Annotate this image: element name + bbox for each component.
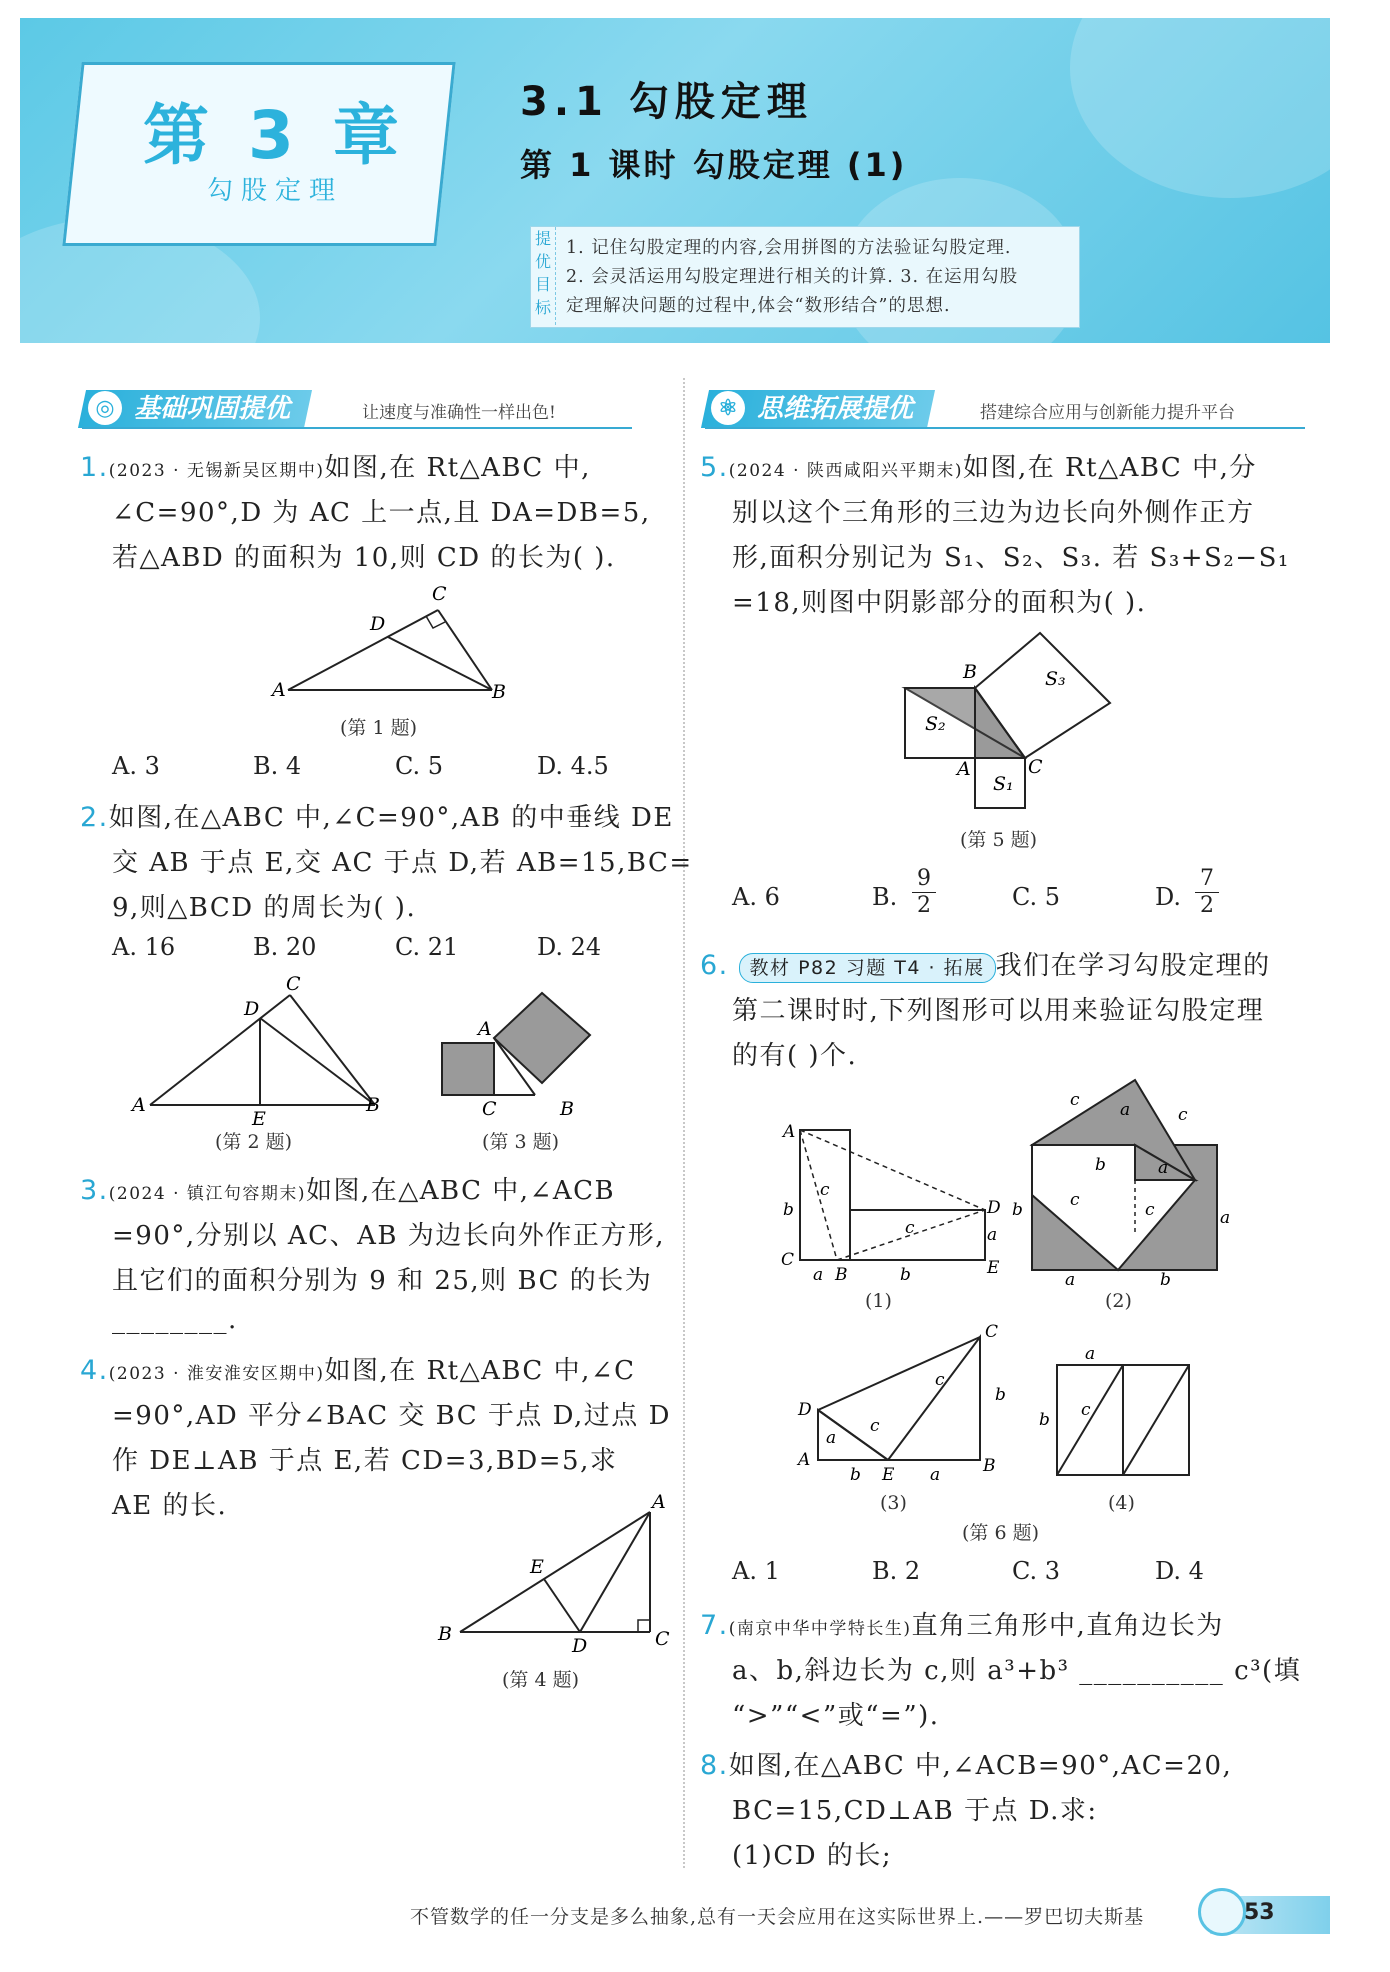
- svg-text:C: C: [781, 1250, 795, 1270]
- left-section-bar: [82, 390, 642, 428]
- problem-4-line: 作 DE⊥AB 于点 E,若 CD=3,BD=5,求: [112, 1446, 618, 1476]
- decor-blob: [1070, 0, 1390, 198]
- svg-text:c: c: [935, 1370, 945, 1390]
- problem-4-line: AE 的长.: [112, 1491, 228, 1521]
- option-d[interactable]: D.: [1155, 883, 1182, 911]
- label-A: A: [478, 1018, 492, 1040]
- svg-text:a: a: [1085, 1344, 1096, 1364]
- section-underline: [82, 427, 632, 429]
- label-D: D: [370, 613, 386, 635]
- svg-text:a: a: [1220, 1208, 1231, 1228]
- svg-text:b: b: [995, 1385, 1006, 1405]
- textbook-tag: 教材 P82 习题 T4 · 拓展: [739, 953, 996, 983]
- problem-source: (2023 · 无锡新吴区期中): [108, 461, 325, 481]
- problem-2-line: 9,则△BCD 的周长为( ).: [112, 893, 417, 923]
- option-a[interactable]: A. 16: [112, 933, 176, 961]
- svg-text:C: C: [985, 1322, 999, 1342]
- numerator: 9: [912, 866, 936, 893]
- svg-text:a: a: [813, 1265, 824, 1285]
- problem-7-line: [700, 1605, 1224, 1642]
- label-C: C: [1028, 756, 1043, 778]
- goal-line: 2. 会灵活运用勾股定理进行相关的计算. 3. 在运用勾股: [566, 267, 1019, 287]
- option-c[interactable]: C. 5: [395, 752, 444, 780]
- option-b[interactable]: B. 4: [253, 752, 302, 780]
- svg-text:b: b: [783, 1200, 794, 1220]
- figure-caption: (第 4 题): [502, 1669, 579, 1691]
- chapter-title: 第 3 章: [143, 97, 407, 174]
- label-A: A: [957, 758, 971, 780]
- svg-text:A: A: [783, 1122, 796, 1142]
- fraction-b: [912, 866, 936, 919]
- svg-text:b: b: [900, 1265, 911, 1285]
- svg-text:c: c: [820, 1180, 830, 1200]
- goal-line: 定理解决问题的过程中,体会“数形结合”的思想.: [566, 296, 951, 316]
- svg-text:a: a: [1065, 1270, 1076, 1290]
- problem-text: 如图,在△ABC 中,∠ACB: [306, 1176, 616, 1206]
- option-b[interactable]: B.: [872, 883, 898, 911]
- svg-text:c: c: [1081, 1400, 1091, 1420]
- problem-1-line: 若△ABD 的面积为 10,则 CD 的长为( ).: [112, 543, 616, 573]
- figure-caption: (第 6 题): [962, 1522, 1039, 1544]
- figure-problem-4: [430, 1490, 670, 1660]
- section-slogan: 搭建综合应用与创新能力提升平台: [980, 403, 1235, 423]
- figure-caption: (第 2 题): [215, 1131, 292, 1153]
- problem-text: 如图,在△ABC 中,∠ACB=90°,AC=20,: [728, 1751, 1233, 1781]
- figure-caption: (第 5 题): [960, 829, 1037, 851]
- problem-number: 7.: [700, 1610, 729, 1641]
- option-a[interactable]: A. 6: [732, 883, 780, 911]
- figure-problem-1: [270, 580, 510, 710]
- denominator: 2: [1200, 893, 1214, 918]
- problem-5-line: 形,面积分别记为 S₁、S₂、S₃. 若 S₃+S₂−S₁: [732, 543, 1290, 573]
- problem-number: 4.: [80, 1355, 109, 1386]
- svg-text:E: E: [987, 1258, 1000, 1278]
- figure-problem-2: [130, 973, 390, 1130]
- problem-6-line: 的有( )个.: [732, 1041, 858, 1071]
- problem-number: 6.: [700, 950, 729, 981]
- label-E: E: [530, 1556, 544, 1578]
- option-d[interactable]: D. 4.5: [537, 752, 609, 780]
- problem-6-line: [700, 945, 1271, 983]
- sub-caption: (1): [865, 1290, 892, 1312]
- goal-line: 1. 记住勾股定理的内容,会用拼图的方法验证勾股定理.: [566, 238, 1012, 258]
- problem-3-line: =90°,分别以 AC、AB 为边长向外作正方形,: [112, 1221, 665, 1251]
- svg-text:b: b: [850, 1465, 861, 1485]
- atom-icon: ⚛: [711, 391, 745, 425]
- option-c[interactable]: C. 21: [395, 933, 459, 961]
- figure-6-2: [1010, 1075, 1235, 1290]
- problem-text: 我们在学习勾股定理的: [995, 951, 1271, 981]
- label-A: A: [272, 679, 286, 701]
- numerator: 7: [1195, 866, 1219, 893]
- section-tag-label: 思维拓展提优: [757, 394, 914, 424]
- figure-6-4: [1035, 1345, 1225, 1495]
- svg-text:c: c: [1178, 1105, 1188, 1125]
- problem-1-line: ∠C=90°,D 为 AC 上一点,且 DA=DB=5,: [112, 498, 651, 528]
- figure-problem-3: [430, 980, 630, 1125]
- problem-6-line: 第二课时时,下列图形可以用来验证勾股定理: [732, 996, 1265, 1026]
- problem-8-line: (1)CD 的长;: [732, 1841, 893, 1871]
- problem-2-line: [80, 797, 674, 834]
- problem-source: (南京中华中学特长生): [728, 1619, 912, 1639]
- svg-text:c: c: [1070, 1190, 1080, 1210]
- label-A: A: [132, 1094, 146, 1116]
- problem-3-line: 且它们的面积分别为 9 和 25,则 BC 的长为: [112, 1266, 653, 1296]
- sub-caption: (4): [1108, 1492, 1135, 1514]
- chapter-subtitle: 勾股定理: [206, 176, 343, 206]
- problem-number: 5.: [700, 452, 729, 483]
- denominator: 2: [917, 893, 931, 918]
- right-section-bar: [705, 390, 1305, 428]
- label-D: D: [572, 1635, 588, 1657]
- label-S2: S₂: [925, 713, 946, 735]
- section-underline: [705, 427, 1305, 429]
- problem-text: 如图,在△ABC 中,∠C=90°,AB 的中垂线 DE: [108, 803, 674, 833]
- footer-quote: 不管数学的任一分支是多么抽象,总有一天会应用在这实际世界上.——罗巴切夫斯基: [410, 1906, 1145, 1928]
- problem-1-line: [80, 447, 591, 484]
- svg-text:D: D: [987, 1198, 1001, 1218]
- option-c[interactable]: C. 5: [1012, 883, 1061, 911]
- svg-text:D: D: [798, 1400, 812, 1420]
- figure-caption: (第 1 题): [340, 717, 417, 739]
- svg-text:a: a: [930, 1465, 941, 1485]
- svg-text:c: c: [870, 1416, 880, 1436]
- section-title: 3.1 勾股定理: [520, 79, 813, 125]
- label-C: C: [482, 1098, 497, 1120]
- label-B: B: [438, 1623, 452, 1645]
- svg-text:E: E: [882, 1465, 895, 1485]
- problem-text: 如图,在 Rt△ABC 中,∠C: [324, 1356, 636, 1386]
- fraction-d: [1195, 866, 1219, 919]
- option-a[interactable]: A. 3: [112, 752, 160, 780]
- problem-4-line: [80, 1350, 636, 1387]
- problem-8-line: [700, 1745, 1232, 1782]
- svg-text:c: c: [905, 1218, 915, 1238]
- svg-text:a: a: [987, 1225, 998, 1245]
- svg-text:a: a: [1120, 1100, 1131, 1120]
- label-E: E: [252, 1108, 266, 1130]
- svg-text:B: B: [835, 1265, 848, 1285]
- label-S3: S₃: [1045, 668, 1066, 690]
- answer-blank[interactable]: ________.: [112, 1305, 238, 1335]
- lesson-title: 第 1 课时 勾股定理 (1): [520, 146, 908, 184]
- sub-caption: (2): [1105, 1290, 1132, 1312]
- sub-caption: (3): [880, 1492, 907, 1514]
- label-B: B: [560, 1098, 574, 1120]
- page-spiral-icon: [1198, 1888, 1246, 1936]
- problem-5-line: [700, 447, 1257, 484]
- option-b[interactable]: B. 20: [253, 933, 317, 961]
- svg-text:a: a: [1158, 1158, 1169, 1178]
- svg-text:b: b: [1160, 1270, 1171, 1290]
- svg-text:c: c: [1070, 1090, 1080, 1110]
- figure-problem-5: [895, 625, 1125, 820]
- option-b[interactable]: B. 2: [872, 1557, 921, 1585]
- problem-number: 8.: [700, 1750, 729, 1781]
- figure-6-1: [775, 1115, 1001, 1290]
- decor-blob: [0, 218, 260, 418]
- column-divider: [683, 378, 685, 1868]
- problem-8-line: BC=15,CD⊥AB 于点 D.求:: [732, 1796, 1098, 1826]
- section-tag-label: 基础巩固提优: [134, 394, 291, 424]
- label-A: A: [652, 1491, 666, 1513]
- problem-number: 2.: [80, 802, 109, 833]
- figure-caption: (第 3 题): [482, 1131, 559, 1153]
- problem-2-line: 交 AB 于点 E,交 AC 于点 D,若 AB=15,BC=: [112, 848, 693, 878]
- label-C: C: [655, 1628, 670, 1650]
- problem-number: 3.: [80, 1175, 109, 1206]
- target-icon: ◎: [88, 391, 122, 425]
- label-C: C: [432, 583, 447, 605]
- problem-5-line: 别以这个三角形的三边为边长向外侧作正方: [732, 498, 1255, 528]
- problem-source: (2024 · 陕西咸阳兴平期末): [728, 461, 964, 481]
- label-B: B: [492, 681, 506, 703]
- svg-text:A: A: [798, 1450, 811, 1470]
- svg-text:c: c: [1145, 1200, 1155, 1220]
- option-c[interactable]: C. 3: [1012, 1557, 1061, 1585]
- problem-7-line: “>”“<”或“=”).: [732, 1701, 940, 1731]
- problem-5-line: =18,则图中阴影部分的面积为( ).: [732, 588, 1147, 618]
- problem-source: (2024 · 镇江句容期末): [108, 1184, 307, 1204]
- option-d[interactable]: D. 24: [537, 933, 602, 961]
- figure-6-3: [790, 1322, 1020, 1500]
- page-number: 53: [1244, 1900, 1275, 1925]
- problem-3-line: [80, 1170, 615, 1207]
- problem-7-line: a、b,斜边长为 c,则 a³+b³ __________ c³(填: [732, 1656, 1302, 1686]
- svg-text:b: b: [1039, 1410, 1050, 1430]
- label-B: B: [963, 661, 977, 683]
- problem-source: (2023 · 淮安淮安区期中): [108, 1364, 325, 1384]
- svg-text:b: b: [1012, 1200, 1023, 1220]
- option-a[interactable]: A. 1: [732, 1557, 780, 1585]
- svg-text:a: a: [826, 1428, 837, 1448]
- section-slogan: 让速度与准确性一样出色!: [362, 403, 556, 423]
- label-D: D: [244, 998, 260, 1020]
- problem-text: 如图,在 Rt△ABC 中,: [324, 453, 591, 483]
- problem-text: 如图,在 Rt△ABC 中,分: [963, 453, 1257, 483]
- goals-tag: 提优目标: [531, 227, 556, 325]
- svg-text:B: B: [983, 1456, 996, 1476]
- problem-number: 1.: [80, 452, 109, 483]
- problem-text: 直角三角形中,直角边长为: [911, 1611, 1224, 1641]
- problem-4-line: =90°,AD 平分∠BAC 交 BC 于点 D,过点 D: [112, 1401, 671, 1431]
- label-C: C: [286, 973, 301, 995]
- label-B: B: [366, 1094, 380, 1116]
- svg-text:b: b: [1095, 1155, 1106, 1175]
- option-d[interactable]: D. 4: [1155, 1557, 1204, 1585]
- label-S1: S₁: [993, 773, 1014, 795]
